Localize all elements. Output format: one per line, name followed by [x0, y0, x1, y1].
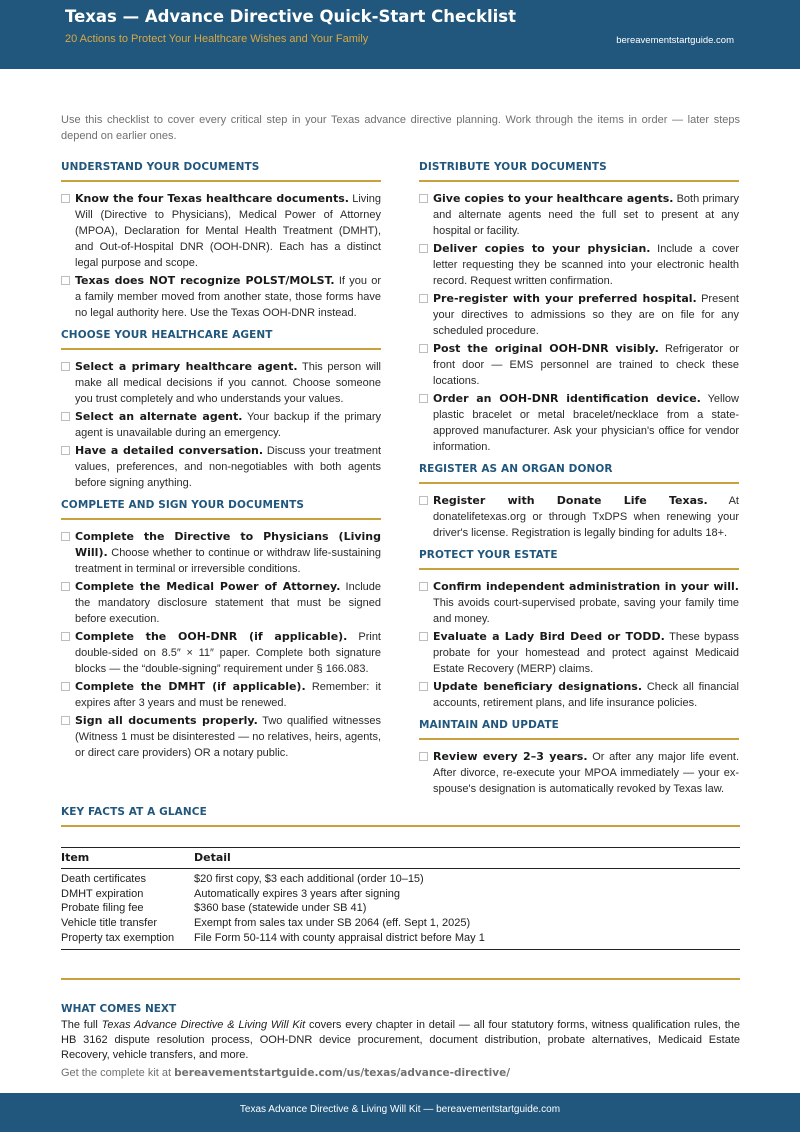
- checklist-item: [61, 191, 381, 271]
- checklist-item: [61, 359, 381, 407]
- item-lead: Texas does NOT recognize POLST/MOLST.: [75, 274, 335, 287]
- item-description: Include the mandatory disclosure statement that must be signed before execution.: [75, 581, 382, 625]
- item-lead: Order an OOH-DNR identification device.: [433, 392, 701, 405]
- table-row: [61, 931, 740, 949]
- section-heading: CHOOSE YOUR HEALTHCARE AGENT: [61, 329, 381, 350]
- checklist-section: [419, 463, 739, 541]
- item-lead: Register with Donate Life Texas.: [433, 494, 708, 507]
- checkbox[interactable]: [61, 716, 70, 725]
- checkbox[interactable]: [419, 394, 428, 403]
- table-row: [61, 887, 740, 902]
- what-comes-next-heading: WHAT COMES NEXT: [61, 1003, 177, 1015]
- table-row: [61, 869, 740, 887]
- item-description: Discuss your treatment values, preferences, and non-negotiables with both agents before signing anything.: [75, 445, 382, 489]
- checklist-item: [419, 679, 739, 711]
- item-description: Yellow plastic bracelet or metal bracelet/necklace from a state-approved manufacturer. Ask your physician's office for vendor information.: [433, 393, 739, 453]
- checklist-item: [61, 713, 381, 761]
- checklist-item: [61, 679, 381, 711]
- col-header-detail: Detail: [194, 848, 740, 869]
- fact-detail: $360 base (statewide under SB 41): [194, 902, 367, 915]
- checkbox[interactable]: [419, 244, 428, 253]
- item-description: Remember: it expires after 3 years and must be renewed.: [75, 681, 381, 709]
- item-description: Present your directives to admissions so they are on file for any scheduled procedure.: [433, 293, 739, 337]
- item-lead: Give copies to your healthcare agents.: [433, 192, 674, 205]
- item-lead: Complete the Directive to Physicians (Living Will).: [75, 530, 381, 559]
- item-lead: Select a primary healthcare agent.: [75, 360, 298, 373]
- fact-detail: File Form 50-114 with county appraisal district before May 1: [194, 931, 740, 949]
- checklist-item: [419, 191, 739, 239]
- checkbox[interactable]: [61, 412, 70, 421]
- table-header-row: [61, 848, 740, 869]
- col-header-item: Item: [61, 848, 194, 869]
- item-description: These bypass probate for your homestead and protect against Medicaid Estate Recovery (MERP) claims.: [433, 631, 739, 675]
- item-description: Your backup if the primary agent is unavailable during an emergency.: [75, 411, 381, 439]
- checkbox[interactable]: [419, 294, 428, 303]
- section-heading: REGISTER AS AN ORGAN DONOR: [419, 463, 739, 484]
- checkbox[interactable]: [419, 632, 428, 641]
- checklist-item: [61, 629, 381, 677]
- fact-detail: Automatically expires 3 years after signing: [194, 887, 401, 900]
- table-row: [61, 916, 740, 931]
- checklist-item: [419, 341, 739, 389]
- left-column: [61, 161, 381, 769]
- key-facts-heading: KEY FACTS AT A GLANCE: [61, 806, 740, 827]
- item-description: Check all financial accounts, retirement plans, and life insurance policies.: [433, 681, 739, 709]
- page-title: Texas — Advance Directive Quick-Start Checklist: [65, 7, 516, 26]
- right-column: [419, 161, 739, 805]
- checkbox[interactable]: [61, 632, 70, 641]
- item-description: Or after any major life event. After divorce, re-execute your MPOA immediately — your ex-spouse's designation is automatically revoked by Texas law.: [433, 751, 740, 795]
- item-lead: Pre-register with your preferred hospital.: [433, 292, 697, 305]
- intro-text: Use this checklist to cover every critical step in your Texas advance directive planning. Work through the items in order — later steps depend on earlier ones.: [61, 114, 740, 142]
- item-lead: Select an alternate agent.: [75, 410, 243, 423]
- item-lead: Confirm independent administration in your will.: [433, 580, 739, 593]
- item-description: Choose whether to continue or withdraw life-sustaining treatment in terminal or irreversible conditions.: [75, 547, 381, 575]
- fact-item: Probate filing fee: [61, 902, 144, 915]
- page-header: [0, 0, 800, 69]
- key-facts-table: [61, 847, 740, 950]
- checkbox[interactable]: [419, 752, 428, 761]
- fact-item: Property tax exemption: [61, 931, 194, 949]
- checkbox[interactable]: [61, 194, 70, 203]
- section-heading: COMPLETE AND SIGN YOUR DOCUMENTS: [61, 499, 381, 520]
- checkbox[interactable]: [61, 446, 70, 455]
- checklist-section: [61, 161, 381, 321]
- item-description: If you or a family member moved from another state, those forms have no legal authority here. Use the Texas OOH-DNR instead.: [75, 275, 381, 319]
- section-heading: DISTRIBUTE YOUR DOCUMENTS: [419, 161, 739, 182]
- item-description: This person will make all medical decisions if you cannot. Choose someone you trust completely and who understands your values.: [75, 361, 381, 405]
- item-lead: Update beneficiary designations.: [433, 680, 643, 693]
- item-lead: Complete the DMHT (if applicable).: [75, 680, 306, 693]
- checklist-section: [61, 329, 381, 491]
- checklist-item: [61, 529, 381, 577]
- next-text-after: covers every chapter in detail — all four statutory forms, witness qualification rules, the HB 3162 dispute resolution process, OOH-DNR device procurement, document distribution, probate alternatives, Medicaid Estate Recovery, vehicle transfers, and more.: [61, 1019, 741, 1061]
- item-lead: Deliver copies to your physician.: [433, 242, 651, 255]
- fact-item: Vehicle title transfer: [61, 917, 157, 930]
- item-lead: Complete the OOH-DNR (if applicable).: [75, 630, 348, 643]
- checklist-item: [61, 579, 381, 627]
- checkbox[interactable]: [419, 344, 428, 353]
- item-lead: Know the four Texas healthcare documents.: [75, 192, 349, 205]
- item-lead: Complete the Medical Power of Attorney.: [75, 580, 341, 593]
- section-heading: PROTECT YOUR ESTATE: [419, 549, 739, 570]
- item-description: Two qualified witnesses (Witness 1 must be disinterested — no relatives, heirs, agents, or direct care providers) OR a notary public.: [75, 715, 381, 759]
- item-lead: Evaluate a Lady Bird Deed or TODD.: [433, 630, 665, 643]
- kit-link-prefix: Get the complete kit at: [61, 1067, 175, 1079]
- item-lead: Review every 2–3 years.: [433, 750, 588, 763]
- key-facts-section: [61, 806, 740, 950]
- section-divider: [61, 978, 740, 980]
- item-description: This avoids court-supervised probate, saving your family time and money.: [433, 597, 739, 625]
- checkbox[interactable]: [61, 682, 70, 691]
- checklist-item: [419, 493, 739, 541]
- checklist-item: [419, 241, 739, 289]
- section-heading: MAINTAIN AND UPDATE: [419, 719, 739, 740]
- item-lead: Post the original OOH-DNR visibly.: [433, 342, 659, 355]
- fact-item: Death certificates: [61, 873, 146, 885]
- page-footer: Texas Advance Directive & Living Will Kit — bereavementstartguide.com: [0, 1093, 800, 1132]
- kit-link[interactable]: bereavementstartguide.com/us/texas/advance-directive/: [174, 1067, 511, 1079]
- fact-item: DMHT expiration: [61, 887, 144, 900]
- item-lead: Sign all documents properly.: [75, 714, 258, 727]
- checklist-item: [419, 579, 739, 627]
- page-subtitle: 20 Actions to Protect Your Healthcare Wishes and Your Family: [65, 33, 369, 45]
- checklist-item: [419, 391, 739, 455]
- kit-name: Texas Advance Directive & Living Will Kit: [101, 1019, 306, 1031]
- checklist-item: [419, 749, 739, 797]
- checkbox[interactable]: [419, 496, 428, 505]
- item-description: Refrigerator or front door — EMS personnel are trained to check these locations.: [433, 343, 739, 387]
- item-description: Both primary and alternate agents need the full set to present at any hospital or facility.: [433, 193, 740, 237]
- checklist-section: [419, 161, 739, 455]
- table-row: [61, 901, 740, 916]
- checkbox[interactable]: [61, 582, 70, 591]
- checklist-item: [61, 443, 381, 491]
- next-text-before: The full: [61, 1019, 102, 1031]
- checkbox[interactable]: [419, 682, 428, 691]
- checklist-section: [419, 719, 739, 797]
- section-heading: UNDERSTAND YOUR DOCUMENTS: [61, 161, 381, 182]
- checklist-section: [419, 549, 739, 711]
- checkbox[interactable]: [61, 532, 70, 541]
- item-description: Living Will (Directive to Physicians), Medical Power of Attorney (MPOA), Declaration for Mental Health Treatment (DMHT), and Out-of-Hospital DNR (OOH-DNR). Each has a distinct legal purpose and scope.: [75, 193, 381, 269]
- kit-link-line: [61, 1067, 740, 1079]
- checkbox[interactable]: [61, 362, 70, 371]
- checkbox[interactable]: [419, 582, 428, 591]
- checklist-item: [419, 629, 739, 677]
- item-description: Include a cover letter requesting they be scanned into your electronic health record. Request written confirmation.: [433, 243, 739, 287]
- what-comes-next-section: [61, 1003, 740, 1079]
- item-description: Print double-sided on 8.5″ × 11″ paper. Complete both signature blocks — the “double-signing” requirement under § 166.083.: [75, 631, 381, 675]
- checkbox[interactable]: [419, 194, 428, 203]
- header-site-link[interactable]: bereavementstartguide.com: [616, 35, 734, 46]
- checklist-section: [61, 499, 381, 761]
- item-lead: Have a detailed conversation.: [75, 444, 264, 457]
- fact-detail: Exempt from sales tax under SB 2064 (eff. Sept 1, 2025): [194, 917, 471, 930]
- fact-detail: $20 first copy, $3 each additional (order 10–15): [194, 873, 424, 885]
- checklist-item: [61, 409, 381, 441]
- checklist-item: [61, 273, 381, 321]
- item-description: At donatelifetexas.org or through TxDPS when renewing your driver's license. Registration is legally binding for adults 18+.: [433, 495, 739, 539]
- what-comes-next-text: [61, 1018, 740, 1063]
- checklist-item: [419, 291, 739, 339]
- checkbox[interactable]: [61, 276, 70, 285]
